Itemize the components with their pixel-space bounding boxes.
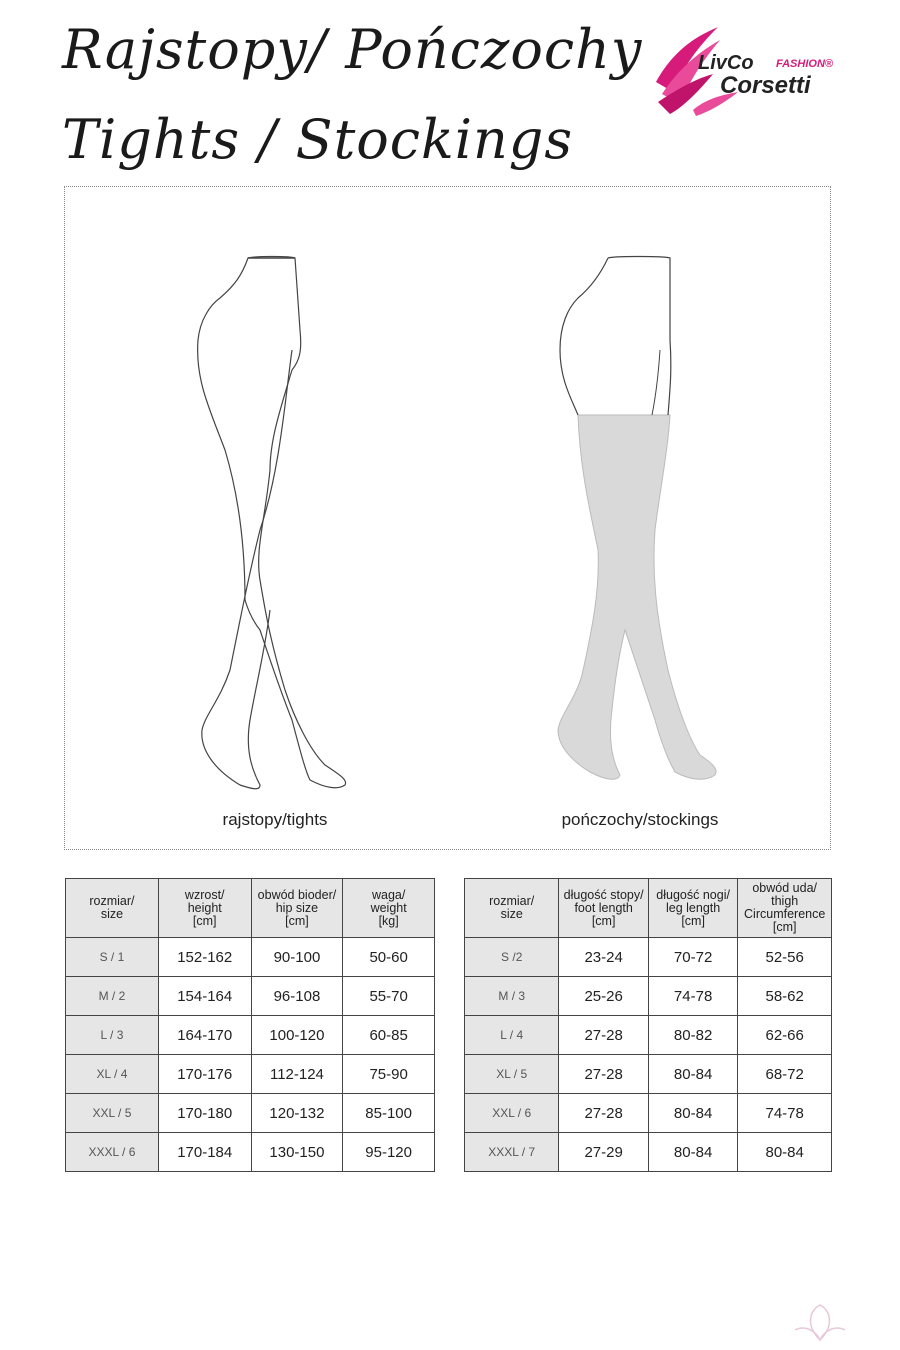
value-cell: 27-28 <box>559 1055 648 1094</box>
table-row <box>66 1055 435 1094</box>
column-header: wzrost/ height [cm] <box>158 879 251 938</box>
value-cell: 74-78 <box>738 1094 832 1133</box>
column-header: długość stopy/ foot length [cm] <box>559 879 648 938</box>
table-row <box>465 1094 832 1133</box>
tights-caption: rajstopy/tights <box>222 810 328 829</box>
table-row <box>465 977 832 1016</box>
value-cell: 130-150 <box>251 1133 343 1172</box>
value-cell: 74-78 <box>648 977 737 1016</box>
tights-leg-illustration <box>160 250 380 800</box>
value-cell: 80-84 <box>648 1133 737 1172</box>
column-header: rozmiar/ size <box>465 879 559 938</box>
column-header: obwód bioder/ hip size [cm] <box>251 879 343 938</box>
table-row <box>66 1133 435 1172</box>
value-cell: 70-72 <box>648 938 737 977</box>
column-header: obwód uda/ thigh Circumference [cm] <box>738 879 832 938</box>
value-cell: 95-120 <box>343 1133 435 1172</box>
table-row <box>66 1016 435 1055</box>
table-row <box>465 1133 832 1172</box>
title-line-2: Tights / Stockings <box>62 108 574 171</box>
table-row <box>465 1016 832 1055</box>
size-cell: L / 3 <box>66 1016 159 1055</box>
table-row <box>465 1055 832 1094</box>
value-cell: 90-100 <box>251 938 343 977</box>
value-cell: 62-66 <box>738 1016 832 1055</box>
value-cell: 80-84 <box>648 1055 737 1094</box>
stockings-caption: pończochy/stockings <box>561 810 719 829</box>
value-cell: 170-176 <box>158 1055 251 1094</box>
size-cell: XXL / 6 <box>465 1094 559 1133</box>
logo-name-corsetti: Corsetti <box>720 72 811 99</box>
table-row <box>66 977 435 1016</box>
value-cell: 75-90 <box>343 1055 435 1094</box>
value-cell: 154-164 <box>158 977 251 1016</box>
size-cell: S / 1 <box>66 938 159 977</box>
value-cell: 68-72 <box>738 1055 832 1094</box>
size-cell: XXXL / 7 <box>465 1133 559 1172</box>
value-cell: 60-85 <box>343 1016 435 1055</box>
value-cell: 152-162 <box>158 938 251 977</box>
value-cell: 120-132 <box>251 1094 343 1133</box>
value-cell: 112-124 <box>251 1055 343 1094</box>
column-header: długość nogi/ leg length [cm] <box>648 879 737 938</box>
value-cell: 27-29 <box>559 1133 648 1172</box>
table-row <box>66 1094 435 1133</box>
size-cell: XXXL / 6 <box>66 1133 159 1172</box>
value-cell: 55-70 <box>343 977 435 1016</box>
stockings-leg-illustration <box>520 250 740 800</box>
value-cell: 170-184 <box>158 1133 251 1172</box>
value-cell: 52-56 <box>738 938 832 977</box>
value-cell: 27-28 <box>559 1094 648 1133</box>
logo-fashion-label: FASHION® <box>776 58 833 70</box>
column-header: rozmiar/ size <box>66 879 159 938</box>
value-cell: 80-84 <box>738 1133 832 1172</box>
value-cell: 96-108 <box>251 977 343 1016</box>
size-cell: M / 3 <box>465 977 559 1016</box>
value-cell: 80-84 <box>648 1094 737 1133</box>
value-cell: 58-62 <box>738 977 832 1016</box>
stockings-size-table <box>464 878 832 1172</box>
value-cell: 85-100 <box>343 1094 435 1133</box>
column-header: waga/ weight [kg] <box>343 879 435 938</box>
logo-name-livco: LivCo <box>698 52 754 74</box>
corsetti-watermark-icon <box>790 1300 850 1345</box>
value-cell: 27-28 <box>559 1016 648 1055</box>
table-row <box>465 938 832 977</box>
value-cell: 80-82 <box>648 1016 737 1055</box>
value-cell: 100-120 <box>251 1016 343 1055</box>
size-cell: M / 2 <box>66 977 159 1016</box>
size-cell: XL / 5 <box>465 1055 559 1094</box>
value-cell: 25-26 <box>559 977 648 1016</box>
value-cell: 164-170 <box>158 1016 251 1055</box>
title-line-1: Rajstopy/ Pończochy <box>62 18 643 81</box>
value-cell: 23-24 <box>559 938 648 977</box>
table-row <box>66 938 435 977</box>
size-cell: XL / 4 <box>66 1055 159 1094</box>
size-cell: L / 4 <box>465 1016 559 1055</box>
value-cell: 170-180 <box>158 1094 251 1133</box>
value-cell: 50-60 <box>343 938 435 977</box>
size-cell: S /2 <box>465 938 559 977</box>
tights-size-table <box>65 878 435 1172</box>
size-cell: XXL / 5 <box>66 1094 159 1133</box>
